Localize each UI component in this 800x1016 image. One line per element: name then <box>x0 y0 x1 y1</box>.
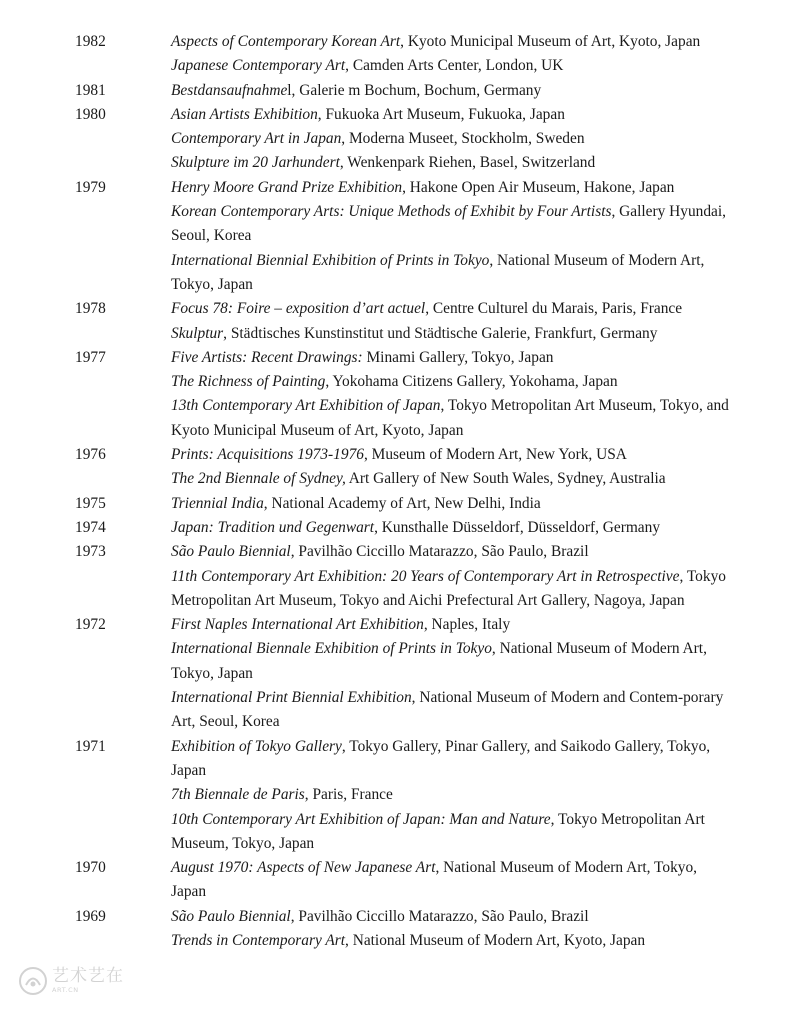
exhibition-venue: , National Museum of Modern Art, Tokyo, Japan <box>171 859 698 901</box>
exhibition-venue: Minami Gallery, Tokyo, Japan <box>362 348 554 366</box>
exhibition-venue: , Tokyo Gallery, Pinar Gallery, and Saikodo Gallery, Tokyo, Japan <box>171 737 711 779</box>
year-group <box>0 856 800 905</box>
watermark-text-en: ART.CN <box>52 986 79 995</box>
exhibition-entry <box>171 200 731 249</box>
year-label: 1981 <box>75 81 106 99</box>
entry-list <box>171 735 731 856</box>
year-label: 1978 <box>75 300 106 318</box>
year-group <box>0 297 800 346</box>
exhibition-title: Aspects of Contemporary Korean Art <box>171 33 401 50</box>
year-group <box>0 103 800 176</box>
entry-list <box>171 79 731 103</box>
watermark-logo-icon <box>18 966 48 996</box>
exhibition-venue: , Pavilhão Ciccillo Matarazzo, São Paulo, Brazil <box>290 543 589 561</box>
exhibition-venue: , Tokyo Metropolitan Art Museum, Tokyo, Japan <box>171 810 705 852</box>
exhibition-title: International Biennial Exhibition of Prints in Tokyo <box>171 251 490 269</box>
exhibition-title: Henry Moore Grand Prize Exhibition <box>171 178 403 196</box>
exhibition-venue: , Kunsthalle Düsseldorf, Düsseldorf, Germany <box>374 518 661 536</box>
exhibition-entry <box>171 613 731 637</box>
exhibition-entry <box>171 176 731 200</box>
exhibition-list <box>0 30 800 953</box>
year-label: 1977 <box>75 348 106 366</box>
exhibition-title: International Print Biennial Exhibition <box>171 689 412 707</box>
year-label: 1970 <box>75 859 106 877</box>
entry-list <box>171 540 731 613</box>
year-group <box>0 443 800 492</box>
year-label: 1979 <box>75 178 106 196</box>
exhibition-title: Five Artists: Recent Drawings: <box>171 348 363 366</box>
watermark <box>18 966 124 996</box>
entry-list <box>171 176 731 297</box>
exhibition-title: The Richness of Painting <box>171 373 326 391</box>
exhibition-entry <box>171 565 731 614</box>
year-group <box>0 905 800 954</box>
exhibition-entry <box>171 905 731 929</box>
exhibition-title: Triennial India <box>171 494 264 512</box>
exhibition-venue: , National Academy of Art, New Delhi, India <box>263 494 541 512</box>
exhibition-entry <box>171 686 731 735</box>
year-group <box>0 30 800 79</box>
year-group <box>0 516 800 540</box>
exhibition-title: Skulptur <box>171 324 224 342</box>
exhibition-venue: , Moderna Museet, Stockholm, Sweden <box>341 130 585 148</box>
exhibition-title: São Paulo Biennial <box>171 907 291 925</box>
exhibition-title: Asian Artists Exhibition <box>171 105 318 123</box>
exhibition-venue: , Kyoto Municipal Museum of Art, Kyoto, Japan <box>400 33 701 50</box>
exhibition-title: First Naples International Art Exhibition <box>171 616 424 634</box>
exhibition-entry <box>171 297 731 321</box>
entry-list <box>171 613 731 734</box>
exhibition-venue: , Fukuoka Art Museum, Fukuoka, Japan <box>317 105 565 123</box>
exhibition-venue: , National Museum of Modern Art, Tokyo, Japan <box>171 640 707 682</box>
exhibition-entry <box>171 808 731 857</box>
exhibition-venue: , Wenkenpark Riehen, Basel, Switzerland <box>339 154 596 172</box>
year-group <box>0 346 800 443</box>
exhibition-title: Korean Contemporary Arts: Unique Methods of Exhibit by Four Artists <box>171 203 612 221</box>
exhibition-title: Skulpture im 20 Jarhundert <box>171 154 340 172</box>
year-label: 1972 <box>75 616 106 634</box>
exhibition-entry <box>171 856 731 905</box>
exhibition-venue: Art Gallery of New South Wales, Sydney, Australia <box>345 470 666 488</box>
exhibition-entry <box>171 540 731 564</box>
year-label: 1982 <box>75 33 106 50</box>
exhibition-venue: , National Museum of Modern Art, Kyoto, Japan <box>345 931 646 949</box>
year-label: 1973 <box>75 543 106 561</box>
entry-list <box>171 103 731 176</box>
exhibition-title: Exhibition of Tokyo Gallery <box>171 737 342 755</box>
year-group <box>0 613 800 734</box>
exhibition-venue: , Naples, Italy <box>423 616 511 634</box>
exhibition-title: August 1970: Aspects of New Japanese Art <box>171 859 436 877</box>
exhibition-entry <box>171 249 731 298</box>
exhibition-entry <box>171 30 731 54</box>
exhibition-title: Japan: Tradition und Gegenwart <box>171 518 375 536</box>
entry-list <box>171 905 731 954</box>
exhibition-entry <box>171 783 731 807</box>
exhibition-entry <box>171 516 731 540</box>
exhibition-entry <box>171 127 731 151</box>
exhibition-title: The 2nd Biennale of Sydney, <box>171 470 346 488</box>
exhibition-title: International Biennale Exhibition of Prints in Tokyo <box>171 640 492 658</box>
entry-list <box>171 297 731 346</box>
exhibition-entry <box>171 370 731 394</box>
exhibition-entry <box>171 637 731 686</box>
year-label: 1975 <box>75 494 106 512</box>
exhibition-entry <box>171 492 731 516</box>
exhibition-venue: , Pavilhão Ciccillo Matarazzo, São Paulo, Brazil <box>290 907 589 925</box>
exhibition-venue: , Hakone Open Air Museum, Hakone, Japan <box>402 178 675 196</box>
exhibition-title: 10th Contemporary Art Exhibition of Japan: Man and Nature <box>171 810 551 828</box>
exhibition-venue: , Städtisches Kunstinstitut und Städtische Galerie, Frankfurt, Germany <box>223 324 658 342</box>
exhibition-entry <box>171 103 731 127</box>
year-group <box>0 79 800 103</box>
exhibition-title: Focus 78: Foire – exposition d’art actuel <box>171 300 426 318</box>
exhibition-title: Japanese Contemporary Art <box>171 57 346 75</box>
exhibition-title: 7th Biennale de Paris <box>171 786 305 804</box>
exhibition-entry <box>171 443 731 467</box>
exhibition-entry <box>171 467 731 491</box>
year-label: 1976 <box>75 446 106 464</box>
exhibition-venue: , National Museum of Modern Art, Tokyo, Japan <box>171 251 705 293</box>
entry-list <box>171 516 731 540</box>
exhibition-title: Trends in Contemporary Art <box>171 931 346 949</box>
exhibition-entry <box>171 54 731 78</box>
exhibition-entry <box>171 735 731 784</box>
year-group <box>0 492 800 516</box>
exhibition-title: 13th Contemporary Art Exhibition of Japan <box>171 397 441 415</box>
exhibition-venue: , Tokyo Metropolitan Art Museum, Tokyo and Aichi Prefectural Art Gallery, Nagoya, Japan <box>171 567 726 609</box>
entry-list <box>171 30 731 79</box>
exhibition-entry <box>171 151 731 175</box>
entry-list <box>171 346 731 443</box>
entry-list <box>171 492 731 516</box>
year-label: 1974 <box>75 518 106 536</box>
exhibition-venue: , Centre Culturel du Marais, Paris, France <box>425 300 683 318</box>
exhibition-venue: l, Galerie m Bochum, Bochum, Germany <box>287 81 542 99</box>
year-group <box>0 540 800 613</box>
exhibition-venue: , Tokyo Metropolitan Art Museum, Tokyo, and Kyoto Municipal Museum of Art, Kyoto, Japan <box>171 397 729 439</box>
exhibition-entry <box>171 79 731 103</box>
exhibition-venue: , Paris, France <box>304 786 393 804</box>
entry-list <box>171 856 731 905</box>
exhibition-title: São Paulo Biennial <box>171 543 291 561</box>
exhibition-venue: , Museum of Modern Art, New York, USA <box>363 446 627 464</box>
exhibition-title: Prints: Acquisitions 1973-1976 <box>171 446 364 464</box>
year-label: 1969 <box>75 907 106 925</box>
watermark-text-cn: 艺术艺在 <box>52 966 124 987</box>
exhibition-venue: , Camden Arts Center, London, UK <box>345 57 564 75</box>
year-group <box>0 735 800 856</box>
year-group <box>0 176 800 297</box>
exhibition-venue: , Yokohama Citizens Gallery, Yokohama, Japan <box>325 373 618 391</box>
exhibition-title: Bestdansaufnahme <box>171 81 288 99</box>
year-label: 1980 <box>75 105 106 123</box>
exhibition-title: 11th Contemporary Art Exhibition: 20 Years of Contemporary Art in Retrospective <box>171 567 680 585</box>
exhibition-entry <box>171 929 731 953</box>
exhibition-entry <box>171 394 731 443</box>
exhibition-entry <box>171 322 731 346</box>
exhibition-title: Contemporary Art in Japan <box>171 130 342 148</box>
watermark-text <box>52 968 124 994</box>
exhibition-venue: , National Museum of Modern and Contem-porary Art, Seoul, Korea <box>171 689 724 731</box>
exhibition-entry <box>171 346 731 370</box>
entry-list <box>171 443 731 492</box>
year-label: 1971 <box>75 737 106 755</box>
exhibition-venue: , Gallery Hyundai, Seoul, Korea <box>171 203 727 245</box>
